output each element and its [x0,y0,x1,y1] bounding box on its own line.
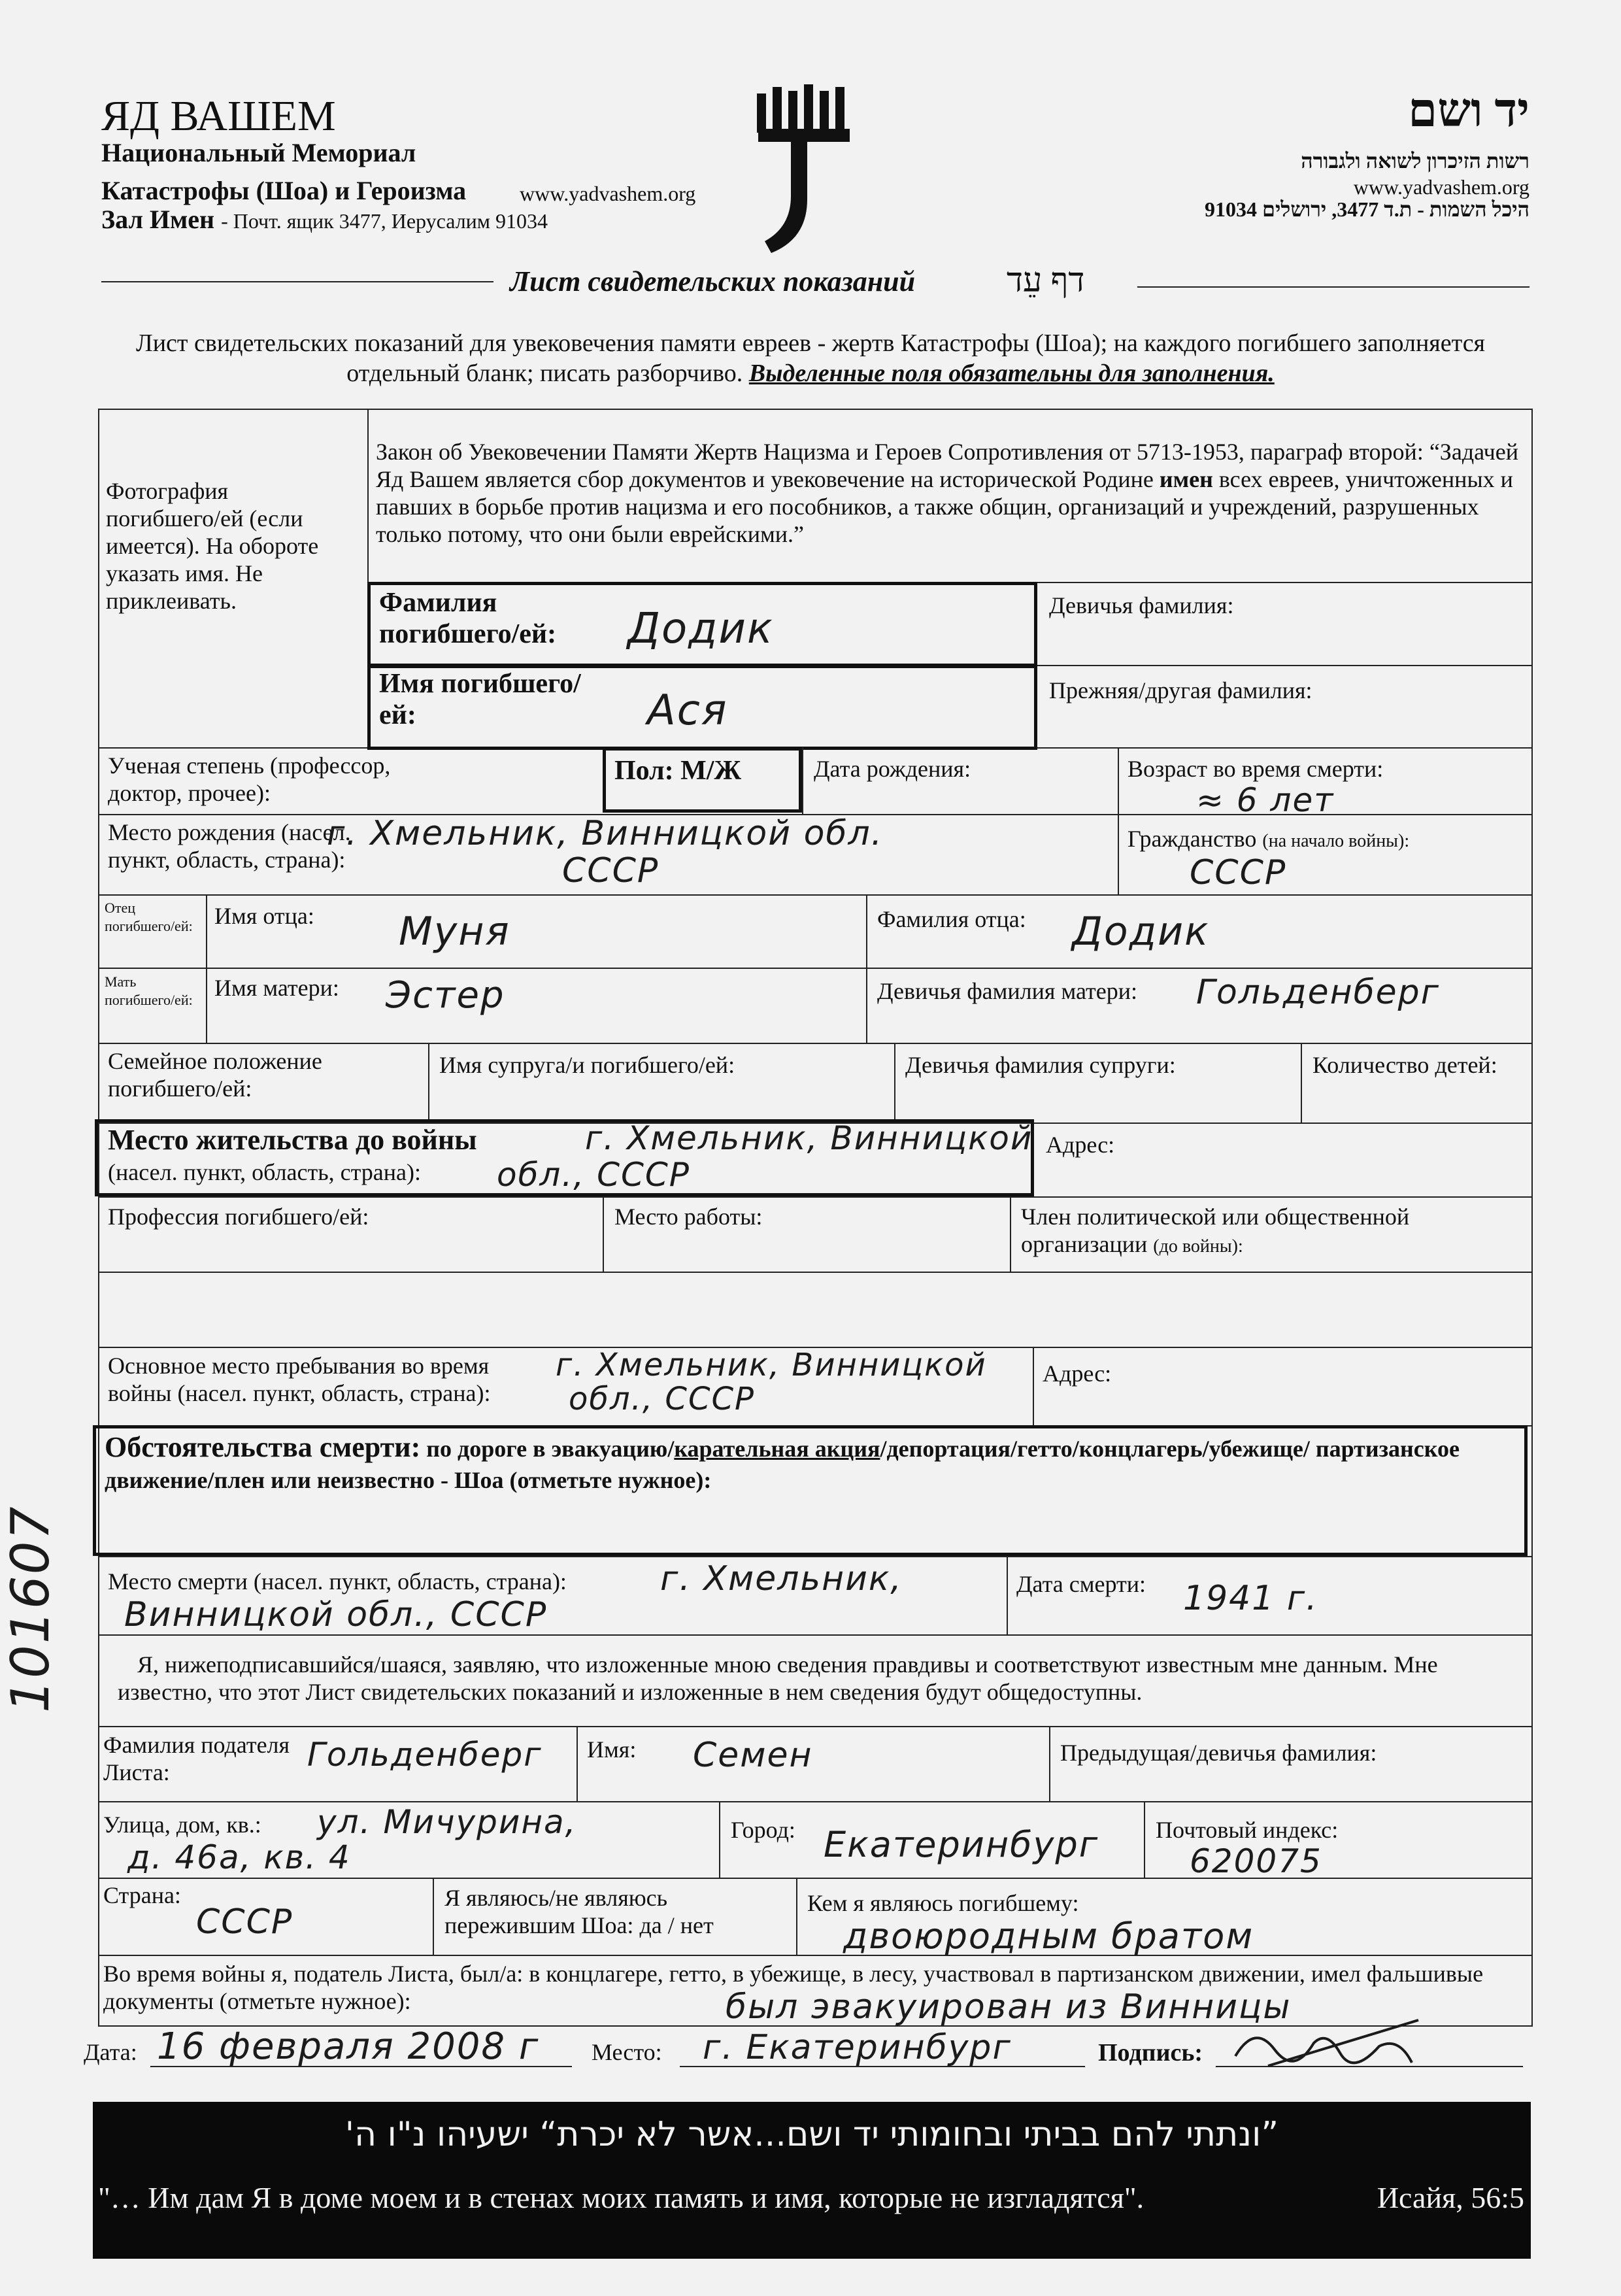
death-date-value[interactable]: 1941 г. [1183,1579,1318,1618]
vline-work2 [1010,1196,1011,1272]
death-circ-text [105,1432,1516,1496]
form-title-hebrew: דף עֵד [1007,262,1085,299]
submitter-prev-label: Предыдущая/девичья фамилия: [1060,1740,1377,1766]
law-bold: имен [1159,466,1213,492]
vline-fam1 [428,1043,429,1123]
vline-fam2 [894,1043,895,1123]
mother-maiden-value[interactable]: Гольденберг [1196,973,1440,1012]
birth-place-2[interactable]: СССР [562,851,660,890]
citizenship-title: Гражданство [1128,826,1257,852]
mother-side-label: Мать погибшего/ей: [105,973,193,1008]
quote-banner [93,2102,1531,2259]
survivor-options[interactable]: да / нет [639,1912,714,1938]
street-label: Улица, дом, кв.: [103,1812,261,1838]
spouse-maiden-label: Девичья фамилия супруги: [905,1052,1176,1078]
death-circ-opt-2: карательная акция [674,1436,880,1462]
form-title: Лист свидетельских показаний [510,265,916,297]
hline-r16 [98,1726,1533,1727]
survivor-question: Я являюсь/не являюсь пережившим Шоа: [444,1885,668,1938]
relation-value[interactable]: двоюродным братом [843,1916,1254,1957]
surname-label: Фамилия погибшего/ей: [379,588,557,649]
street-value-2[interactable]: д. 46а, кв. 4 [127,1838,351,1876]
date-label: Дата: [84,2039,137,2065]
intro-body: Лист свидетельских показаний для увековечения памяти евреев - жертв Катастрофы (Шоа); на каждого погибшего заполняется отдельный бланк; писать разборчиво. [135,329,1486,387]
hline-r8 [98,1043,1533,1044]
death-circ-opt-1: по дороге в эвакуацию/ [426,1436,675,1462]
org-title: ЯД ВАШЕМ [101,92,336,140]
submitter-name-value[interactable]: Семен [693,1736,813,1775]
degree-label: Ученая степень (профессор, доктор, прочее): [108,752,391,806]
zip-label: Почтовый индекс: [1156,1817,1339,1843]
father-name-label: Имя отца: [214,903,314,929]
law-text [376,438,1526,548]
place-value[interactable]: г. Екатеринбург [703,2028,1012,2067]
residence-label: Место жительства до войны [108,1124,477,1156]
death-place-value-1[interactable]: г. Хмельник, [660,1559,903,1598]
declaration-text: Я, нижеподписавшийся/шаяся, заявляю, что изложенные мною сведения правдивы и соответствуют известным мне данным. Мне известно, что этот Лист свидетельских показаний и изложенные в нем сведения будут общедоступны. [118,1651,1438,1705]
citizenship-label [1128,825,1409,853]
zip-value[interactable]: 620075 [1190,1842,1322,1880]
vline-fam3 [1301,1043,1302,1123]
children-label: Количество детей: [1312,1052,1497,1078]
country-value[interactable]: СССР [196,1902,293,1942]
surname-value[interactable]: Додик [627,605,774,653]
vline-father [866,894,867,1043]
submitter-surname-label: Фамилия подателя Листа: [103,1732,290,1785]
hebrew-address: היכל השמות - ת.ד 3477, ירושלים 91034 [1205,197,1529,221]
war-place-label: Основное место пребывания во время войны (насел. пункт, область, страна): [108,1353,491,1406]
death-place-value-2[interactable]: Винницкой обл., СССР [124,1595,548,1634]
war-status-label: Во время войны я, податель Листа, был/а: в концлагере, гетто, в убежище, в лесу, участвовал в партизанском движении, имел фальшивые документы (отметьте нужное): [103,1961,1484,2014]
mother-name-value[interactable]: Эстер [386,974,505,1017]
profession-label: Профессия погибшего/ей: [108,1204,369,1230]
vline-sub3 [719,1801,720,1878]
org-line2: Катастрофы (Шоа) и Героизма [101,176,467,205]
website-right: www.yadvashem.org [1353,175,1529,199]
banner-hebrew: ”ונתתי להם בביתי ובחומותי יד ושם...אשר לא יכרת“ ישעיהו נ"ו ה' [344,2115,1279,2154]
birth-date-label: Дата рождения: [814,756,971,782]
war-address-label: Адрес: [1043,1360,1112,1387]
death-circ-opt-3: /депортация/гетто/концлагерь/убежище/ партизанское движение/плен или неизвестно - Шоа (отметьте нужное): [105,1436,1460,1493]
birth-place-1[interactable]: г. Хмельник, Винницкой обл. [327,814,884,853]
family-status-label: Семейное положение погибшего/ей: [108,1048,322,1102]
title-rule-right [1137,286,1529,288]
title-rule-left [101,281,493,282]
vline-sub4 [1144,1801,1145,1878]
law-line1: Закон об Увековечении Памяти Жертв Нацизма и Героев Сопротивления от 5713-1953, параграф второй: “Задачей Яд Вашем является сбор документов и увековечение на исторической Родине [376,439,1519,492]
hline-r14 [98,1556,1533,1557]
hline-name [1036,665,1533,666]
residence-value-1[interactable]: г. Хмельник, Винницкой [585,1119,1033,1157]
other-surname-label: Прежняя/другая фамилия: [1049,677,1312,703]
survivor-label [444,1884,771,1939]
place-underline [680,2066,1085,2067]
residence-address-label: Адрес: [1046,1132,1115,1158]
war-place-value-2[interactable]: обл., СССР [569,1381,755,1417]
hline-r15 [98,1634,1533,1636]
death-place-label: Место смерти (насел. пункт, область, страна): [108,1568,567,1595]
hline-r19 [98,1955,1533,1956]
vline-sub1 [577,1726,578,1801]
hebrew-title: יד ושם [1408,84,1529,137]
father-name-value[interactable]: Муня [399,909,510,954]
hline-r6 [98,894,1533,896]
vline-r4a [802,747,803,814]
date-value[interactable]: 16 февраля 2008 г [157,2025,540,2068]
country-label: Страна: [103,1882,181,1908]
birth-place-label: Место рождения (насел. пункт, область, страна): [108,819,351,873]
sex-label: Пол: М/Ж [614,756,742,786]
org-line1: Национальный Мемориал [101,138,416,167]
city-value[interactable]: Екатеринбург [824,1824,1099,1865]
citizenship-value[interactable]: СССР [1190,853,1287,892]
vline-side [206,894,207,1043]
hall-address: - Почт. ящик 3477, Иерусалим 91034 [221,209,548,233]
member-title: Член политической или общественной организации [1021,1204,1410,1257]
side-number: 101607 [0,1505,61,1713]
submitter-name-label: Имя: [587,1736,637,1763]
city-label: Город: [731,1817,795,1843]
name-label: Имя погибшего/ей: [379,669,581,730]
spouse-label: Имя супруга/и погибшего/ей: [439,1052,735,1078]
intro-text [131,328,1490,388]
website-left: www.yadvashem.org [520,182,696,205]
member-note: (до войны): [1153,1236,1243,1257]
law-line2: всех евреев, уничтоженных и павших в борьбе против нацизма и его пособников, а также общин, организаций и учреждений, разрушенных только потому, что они были еврейскими.” [376,466,1513,547]
hline-r11 [98,1272,1533,1273]
vline-sub5 [433,1878,434,1955]
citizenship-note: (на начало войны): [1262,831,1410,851]
hline-r17 [98,1801,1533,1802]
banner-ref: Исайя, 56:5 [1377,2181,1524,2214]
hebrew-line1: רשות הזיכרון לשואה ולגבורה [1301,149,1529,173]
death-date-label: Дата смерти: [1016,1571,1146,1597]
maiden-label: Девичья фамилия: [1049,592,1234,618]
banner-russian: "… Им дам Я в доме моем и в стенах моих память и имя, которые не изгладятся". [98,2181,1145,2214]
war-place-value-1[interactable]: г. Хмельник, Винницкой [556,1347,987,1383]
hall-name: Зал Имен [101,205,215,234]
vline-sub6 [796,1878,797,1955]
workplace-label: Место работы: [614,1204,763,1230]
mother-name-label: Имя матери: [214,975,339,1001]
vline-death [1007,1556,1008,1634]
street-value-1[interactable]: ул. Мичурина, [317,1803,577,1841]
hline-r7 [98,968,1533,969]
age-label: Возраст во время смерти: [1128,756,1384,782]
photo-note: Фотография погибшего/ей (если имеется). На обороте указать имя. Не приклеивать. [106,478,319,614]
place-label: Место: [592,2039,662,2065]
intro-required: Выделенные поля обязательны для заполнения. [748,360,1275,387]
vline-work1 [603,1196,604,1272]
signature-label: Подпись: [1098,2039,1203,2067]
age-value[interactable]: ≈ 6 лет [1196,781,1335,819]
hall-label [101,204,548,235]
vline-r4b [1118,747,1119,894]
relation-label: Кем я являюсь погибшему: [807,1890,1079,1916]
signature-scribble[interactable] [1229,2017,1425,2076]
war-status-value[interactable]: был эвакуирован из Винницы [726,1987,1292,2027]
date-underline [150,2066,572,2067]
father-surname-value[interactable]: Додик [1072,909,1210,954]
residence-sub: (насел. пункт, область, страна): [108,1159,422,1185]
member-label [1021,1203,1531,1258]
father-surname-label: Фамилия отца: [877,906,1026,932]
submitter-surname-value[interactable]: Гольденберг [307,1736,543,1774]
father-side-label: Отец погибшего/ей: [105,900,193,934]
death-circ-label: Обстоятельства смерти: [105,1431,421,1463]
residence-value-2[interactable]: обл., СССР [497,1156,690,1194]
mother-maiden-label: Девичья фамилия матери: [877,978,1138,1004]
name-value[interactable]: Ася [647,686,728,735]
yad-vashem-logo [745,82,863,258]
vline-sub2 [1049,1726,1050,1801]
hline-r10 [98,1196,1533,1198]
vline-war [1033,1347,1034,1425]
